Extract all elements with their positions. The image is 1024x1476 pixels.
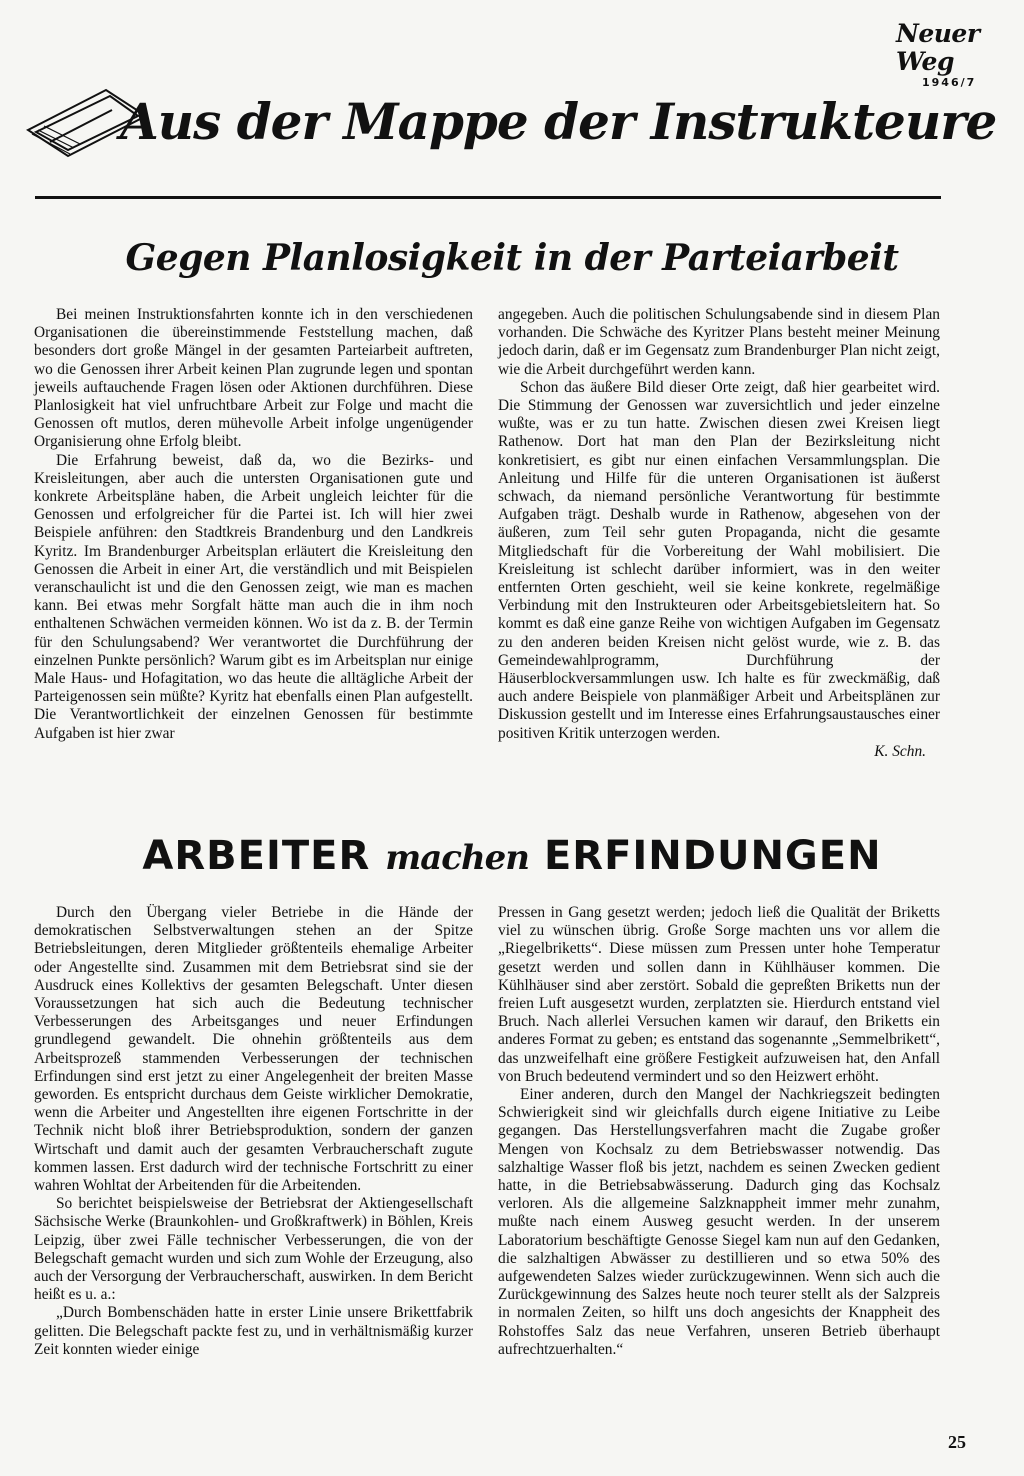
paragraph: „Durch Bombenschäden hatte in erster Linie unsere Brikettfabrik gelitten. Die Belegschaft packte fest zu, und in verhältnismäßig kurzer Zeit konnten wieder einige [34,1304,473,1358]
page-number: 25 [948,1432,966,1452]
paragraph: Schon das äußere Bild dieser Orte zeigt, daß hier gearbeitet wird. Die Stimmung der Genossen war zuversichtlich und jeder einzelne wußte, was er zu tun hatte. Zwischen diesen zwei Kreisen liegt Rathenow. Dort hat man den Plan der Bezirksleitung nicht konkretisiert, es gibt nur einen einfachen Versammlungsplan. Die Anleitung und Hilfe für die unteren Organisationen ist äußerst schwach, da niemand persönliche Verantwortung für bestimmte Aufgaben trägt. Deshalb wurde in Rathenow, abgesehen von der äußeren, zum Teil sehr guten Propaganda, nicht die gesamte Mitgliedschaft für die Vorbereitung der Wahl mobilisiert. Die Kreisleitung ist schlecht darüber informiert, was in den weiter entfernten Orten geschieht, weil sie keine konkrete, regelmäßige Verbindung mit den Instrukteuren oder Arbeitsgebietsleitern hat. So kommt es daß eine ganze Reihe von wichtigen Aufgaben im Gegensatz zu den anderen beiden Kreisen nicht gelöst wurde, wie z. B. das Gemeindewahlprogramm, Durchführung der Häuserblockversammlungen usw. Ich halte es für zweckmäßig, daß auch andere Beispiele von planmäßiger Arbeit und Arbeitsplänen zur Diskussion gestellt und im Interesse eines Erfahrungsaustausches einer positiven Kritik unterzogen werden. [498,378,940,742]
paragraph: angegeben. Auch die politischen Schulungsabende sind in diesem Plan vorhanden. Die Schwäche des Kyritzer Plans besteht meiner Meinung jedoch darin, daß er im Gegensatz zum Brandenburger Plan nicht zeigt, wie die Arbeit durchgeführt werden kann. [498,306,940,378]
article1-column-left [34,306,473,743]
masthead [896,20,1020,89]
section-title: Aus der Mappe der Instrukteure [120,92,997,151]
article2-column-left [34,904,473,1359]
paragraph: So berichtet beispielsweise der Betriebsrat der Aktiengesellschaft Sächsische Werke (Braunkohlen- und Großkraftwerk) in Böhlen, Kreis Leipzig, über zwei Fälle technischer Verbesserungen, die von der Belegschaft gemacht wurden und sich zum Wohle der Erzeugung, also auch der Versorgung der Verbraucherschaft, auswirken. In dem Bericht heißt es u. a.: [34,1195,473,1304]
article1-column-right [498,306,940,761]
article2-title [0,830,1024,884]
article2-title-part: ERFINDUNGEN [543,833,882,879]
masthead-title: Neuer Weg [896,19,980,76]
article2-column-right [498,904,940,1359]
paragraph: Bei meinen Instruktionsfahrten konnte ich in den verschiedenen Organisationen die übereinstimmende Feststellung machen, daß besonders dort große Mängel in der gesamten Parteiarbeit auftreten, wo die Genossen ihrer Arbeit keinen Plan zugrunde legen und spontan jeweils auftauchende Fragen lösen oder Aktionen durchführen. Diese Planlosigkeit hat viel unfruchtbare Arbeit zur Folge und macht die Genossen oft mutlos, deren mühevolle Arbeit infolge ungenügender Organisierung ohne Erfolg bleibt. [34,306,473,451]
paragraph: Einer anderen, durch den Mangel der Nachkriegszeit bedingten Schwierigkeit sind wir gleichfalls durch eigene Initiative zu Leibe gegangen. Das Herstellungsverfahren macht die Zugabe großer Mengen von Kochsalz zu dem Betriebswasser notwendig. Das salzhaltige Wasser floß bis jetzt, nachdem es seinen Zwecken gedient hatte, in die Betriebsabwässerung. Dadurch ging das Kochsalz verloren. Als die allgemeine Salzknappheit immer mehr zunahm, mußte nach einem Ausweg gesucht werden. In der unserem Laboratorium beschäftigte Genosse Siegel kam nun auf den Gedanken, die salzhaltigen Abwässer zu destillieren und so etwa 50% des aufgewendeten Salzes wieder zurückzugewinnen. Wenn sich auch die Zurückgewinnung des Salzes heute noch teurer stellt als der Salzpreis in normalen Zeiten, so hilft uns doch angesichts der Knappheit des Rohstoffes Salz das neue Verfahren, unseren Betrieb überhaupt aufrechtzuerhalten.“ [498,1086,940,1358]
paragraph: Pressen in Gang gesetzt werden; jedoch ließ die Qualität der Briketts viel zu wünschen übrig. Große Sorge machten uns vor allem die „Riegelbriketts“. Diese müssen zum Pressen unter hohe Temperatur gesetzt werden und sollen dann in Kühlhäuser kommen. Die Kühlhäuser sind aber zerstört. Sobald die gepreßten Briketts nun der freien Luft ausgesetzt wurden, zerplatzten sie. Hierdurch entstand viel Bruch. Nach allerlei Versuchen kamen wir darauf, den Briketts ein anderes Format zu geben; es entstand das sogenannte „Semmelbrikett“, das unzweifelhaft eine größere Festigkeit aufzuweisen hat, den Anfall von Bruch bedeutend vermindert und so den Heizwert erhöht. [498,904,940,1085]
header-divider [35,196,941,199]
masthead-issue: 1946/7 [922,76,977,89]
article1-title: Gegen Planlosigkeit in der Parteiarbeit [125,237,899,279]
paragraph: Die Erfahrung beweist, daß da, wo die Bezirks- und Kreisleitungen, aber auch die untersten Organisationen gute und konkrete Arbeitspläne haben, die Arbeit ungleich leichter für die Genossen und erfolgreicher für die Partei ist. Ich will hier zwei Beispiele anführen: den Stadtkreis Brandenburg und den Landkreis Kyritz. Im Brandenburger Arbeitsplan erläutert die Kreisleitung den Genossen die Arbeit in einer Art, die verständlich und mit Beispielen veranschaulicht ist und die den Genossen zeigt, wie man es machen kann. Bei etwas mehr Sorgfalt hätte man auch die in ihm noch enthaltenen Schwächen vermeiden können. Wo ist da z. B. der Termin für den Schulungsabend? Wer verantwortet die Durchführung der einzelnen Punkte persönlich? Warum gibt es im Arbeitsplan nur einige Male Haus- und Hofagitation, wo das heute die alltägliche Arbeit der Parteigenossen sein müßte? Kyritz hat ebenfalls einen Plan aufgestellt. Die Verantwortlichkeit der einzelnen Genossen für bestimmte Aufgaben ist hier zwar [34,451,473,742]
article2-title-part: machen [385,838,530,878]
article2-title-part: ARBEITER [142,833,371,879]
paragraph: Durch den Übergang vieler Betriebe in die Hände der demokratischen Selbstverwaltungen stehen an der Spitze Betriebsleitungen, deren Mitglieder größtenteils ehemalige Arbeiter oder Angestellte sind. Zusammen mit dem Betriebsrat sind sie der Ausdruck eines Kollektivs der gesamten Belegschaft. Unter diesen Voraussetzungen hat sich auch die Bedeutung technischer Verbesserungen des Arbeitsganges und neuer Erfindungen grundlegend gewandelt. Die ohnehin größtenteils aus dem Arbeitsprozeß stammenden Verbesserungen der technischen Erfindungen sind erst jetzt zu einer Angelegenheit der breiten Masse geworden. Es entspricht durchaus dem Geiste wirklicher Demokratie, wenn die Arbeiter und Angestellten ihre eigenen Fortschritte in der Technik nicht bloß ihrer Betriebsproduktion, sondern der ganzen Wirtschaft und damit auch der gesamten Verbraucherschaft zugute kommen lassen. Erst dadurch wird der technische Fortschritt zu einer wahren Wohltat der Arbeitenden für die Arbeitenden. [34,904,473,1195]
article1-signature: K. Schn. [874,742,926,760]
